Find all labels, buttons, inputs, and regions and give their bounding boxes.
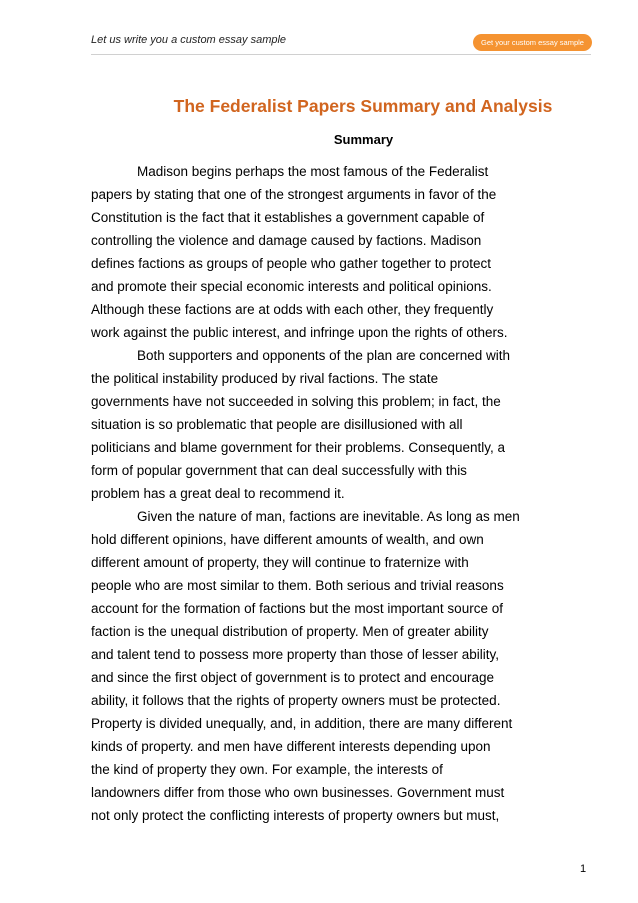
text-line: work against the public interest, and infringe upon the rights of others.: [91, 325, 508, 340]
text-line: situation is so problematic that people are disillusioned with all: [91, 417, 463, 432]
text-line: Constitution is the fact that it establishes a government capable of: [91, 210, 485, 225]
text-line: politicians and blame government for their problems. Consequently, a: [91, 440, 505, 455]
header-divider: [91, 54, 591, 55]
section-heading: Summary: [333, 132, 394, 147]
text-line: not only protect the conflicting interests of property owners but must,: [91, 808, 500, 823]
header-tagline: Let us write you a custom essay sample: [91, 34, 287, 46]
text-line: the political instability produced by rival factions. The state: [91, 371, 439, 386]
text-line: problem has a great deal to recommend it.: [91, 486, 345, 501]
text-line: account for the formation of factions but the most important source of: [91, 601, 503, 616]
get-essay-sample-button[interactable]: Get your custom essay sample: [473, 34, 592, 51]
text-line: kinds of property. and men have different interests depending upon: [91, 739, 491, 754]
text-line: ability, it follows that the rights of property owners must be protected.: [91, 693, 501, 708]
paragraph: [91, 160, 598, 344]
document-body: [91, 160, 598, 827]
text-line: landowners differ from those who own businesses. Government must: [91, 785, 505, 800]
text-line: and promote their special economic interests and political opinions.: [91, 279, 492, 294]
text-line: and since the first object of government is to protect and encourage: [91, 670, 494, 685]
text-line: Although these factions are at odds with each other, they frequently: [91, 302, 494, 317]
page-number: 1: [580, 863, 587, 875]
text-line: defines factions as groups of people who gather together to protect: [91, 256, 492, 271]
text-line: different amount of property, they will continue to fraternize with: [91, 555, 469, 570]
text-line: people who are most similar to them. Both serious and trivial reasons: [91, 578, 504, 593]
text-line: and talent tend to possess more property than those of lesser ability,: [91, 647, 499, 662]
text-line: Madison begins perhaps the most famous of the Federalist: [137, 164, 489, 179]
text-line: hold different opinions, have different amounts of wealth, and own: [91, 532, 484, 547]
text-line: controlling the violence and damage caused by factions. Madison: [91, 233, 482, 248]
text-line: form of popular government that can deal successfully with this: [91, 463, 467, 478]
text-line: faction is the unequal distribution of property. Men of greater ability: [91, 624, 489, 639]
text-line: Given the nature of man, factions are inevitable. As long as men: [137, 509, 520, 524]
text-line: governments have not succeeded in solving this problem; in fact, the: [91, 394, 501, 409]
text-line: Both supporters and opponents of the plan are concerned with: [137, 348, 511, 363]
document-title: The Federalist Papers Summary and Analysis: [173, 96, 553, 116]
text-line: papers by stating that one of the strongest arguments in favor of the: [91, 187, 497, 202]
text-line: the kind of property they own. For example, the interests of: [91, 762, 443, 777]
paragraph: [91, 505, 598, 827]
paragraph: [91, 344, 598, 505]
text-line: Property is divided unequally, and, in addition, there are many different: [91, 716, 513, 731]
